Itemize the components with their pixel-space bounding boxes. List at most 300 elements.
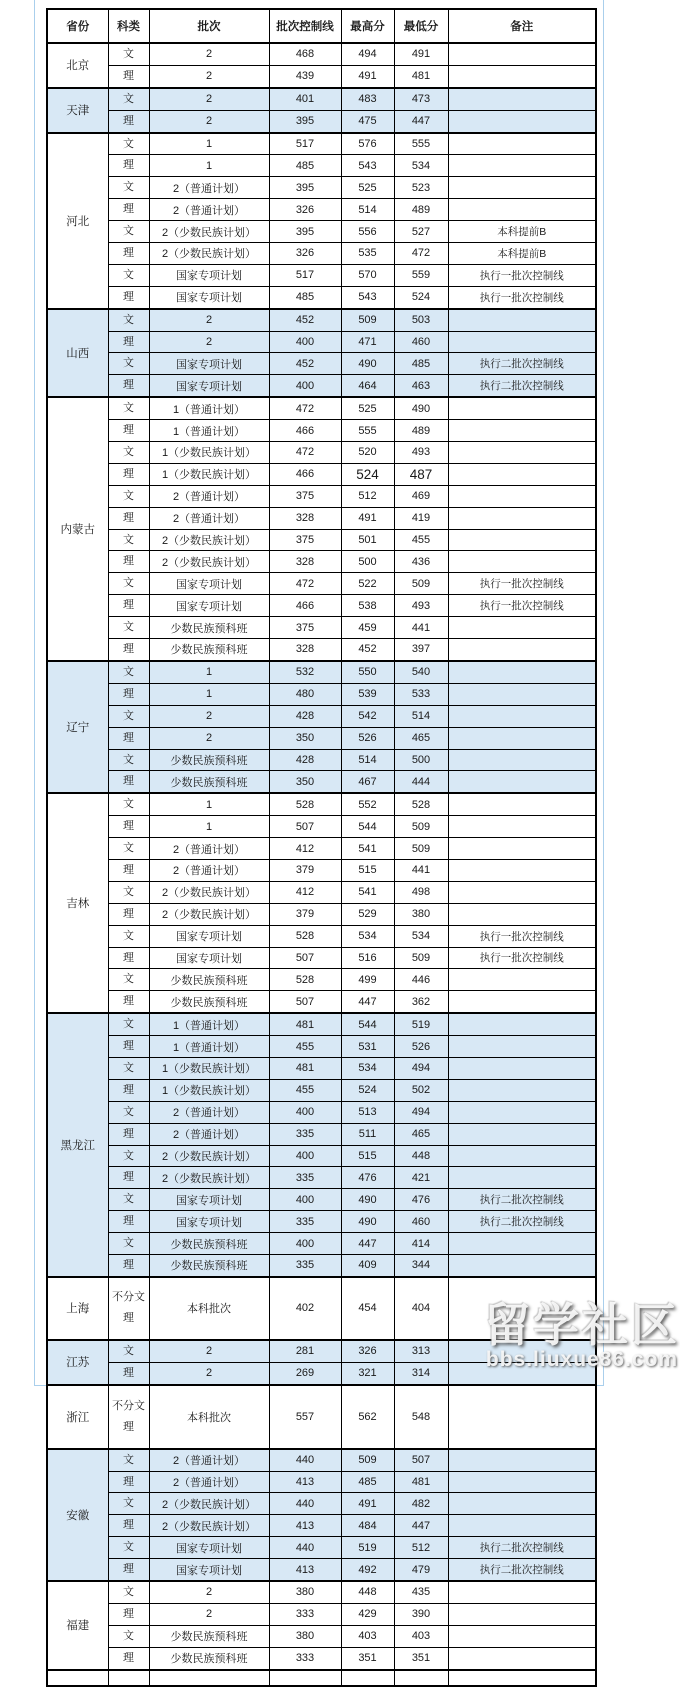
min-score-cell: 479 xyxy=(394,1559,448,1581)
batch-cell: 国家专项计划 xyxy=(149,925,269,947)
table-body xyxy=(47,43,596,1686)
control-line-cell: 401 xyxy=(269,88,341,110)
province-cell: 辽宁 xyxy=(47,661,108,793)
table-row xyxy=(47,1211,596,1233)
header-cell-min-score: 最低分 xyxy=(394,9,448,43)
batch-cell: 1（普通计划） xyxy=(149,1036,269,1058)
remarks-cell xyxy=(448,485,596,507)
min-score-cell: 481 xyxy=(394,1471,448,1493)
table-row xyxy=(47,507,596,529)
subject-cell: 文 xyxy=(108,485,149,507)
province-cell: 吉林 xyxy=(47,793,108,1013)
max-score-cell: 539 xyxy=(341,683,394,705)
batch-cell: 2（普通计划） xyxy=(149,507,269,529)
min-score-cell: 314 xyxy=(394,1362,448,1384)
table-row xyxy=(47,1167,596,1189)
remarks-cell xyxy=(448,88,596,110)
min-score-cell: 473 xyxy=(394,88,448,110)
remarks-cell xyxy=(448,1013,596,1035)
control-line-cell: 375 xyxy=(269,617,341,639)
remarks-cell xyxy=(448,1340,596,1362)
subject-cell: 文 xyxy=(108,1057,149,1079)
batch-cell: 国家专项计划 xyxy=(149,1189,269,1211)
subject-cell: 理 xyxy=(108,1254,149,1276)
remarks-cell xyxy=(448,793,596,815)
remarks-cell xyxy=(448,617,596,639)
max-score-cell: 351 xyxy=(341,1647,394,1669)
batch-cell: 国家专项计划 xyxy=(149,353,269,375)
batch-cell: 2（少数民族计划） xyxy=(149,903,269,925)
min-score-cell: 390 xyxy=(394,1603,448,1625)
subject-cell: 理 xyxy=(108,727,149,749)
control-line-cell: 350 xyxy=(269,771,341,793)
min-score-cell: 448 xyxy=(394,1145,448,1167)
max-score-cell: 475 xyxy=(341,110,394,132)
remarks-cell xyxy=(448,1079,596,1101)
min-score-cell: 380 xyxy=(394,903,448,925)
control-line-cell: 400 xyxy=(269,1145,341,1167)
table-row xyxy=(47,1036,596,1058)
control-line-cell: 481 xyxy=(269,1013,341,1035)
min-score-cell: 528 xyxy=(394,793,448,815)
max-score-cell: 491 xyxy=(341,1493,394,1515)
batch-cell: 2（普通计划） xyxy=(149,1471,269,1493)
batch-cell: 1（普通计划） xyxy=(149,420,269,442)
table-row xyxy=(47,1101,596,1123)
table-row xyxy=(47,199,596,221)
control-line-cell: 507 xyxy=(269,816,341,838)
subject-cell: 理 xyxy=(108,1211,149,1233)
max-score-cell: 321 xyxy=(341,1362,394,1384)
table-row xyxy=(47,1515,596,1537)
table-row xyxy=(47,1471,596,1493)
max-score-cell: 515 xyxy=(341,859,394,881)
remarks-cell xyxy=(448,1493,596,1515)
subject-cell: 文 xyxy=(108,1449,149,1471)
table-row xyxy=(47,155,596,177)
remarks-cell xyxy=(448,110,596,132)
control-line-cell: 507 xyxy=(269,947,341,969)
control-line-cell: 380 xyxy=(269,1625,341,1647)
subject-cell: 文 xyxy=(108,221,149,243)
subject-cell: 理 xyxy=(108,1559,149,1581)
table-row xyxy=(47,1603,596,1625)
max-score-cell: 541 xyxy=(341,838,394,860)
remarks-cell xyxy=(448,683,596,705)
subject-cell: 理 xyxy=(108,947,149,969)
table-row xyxy=(47,1057,596,1079)
control-line-cell: 439 xyxy=(269,65,341,87)
table-row xyxy=(47,1277,596,1340)
batch-cell: 2 xyxy=(149,88,269,110)
subject-cell: 理 xyxy=(108,1079,149,1101)
control-line-cell: 328 xyxy=(269,551,341,573)
batch-cell: 2（少数民族计划） xyxy=(149,243,269,265)
max-score-cell: 544 xyxy=(341,1013,394,1035)
remarks-cell xyxy=(448,331,596,353)
batch-cell: 2（少数民族计划） xyxy=(149,1493,269,1515)
min-score-cell: 526 xyxy=(394,1036,448,1058)
max-score-cell: 515 xyxy=(341,1145,394,1167)
province-cell: 江苏 xyxy=(47,1340,108,1385)
batch-cell: 2 xyxy=(149,331,269,353)
subject-cell: 理 xyxy=(108,1123,149,1145)
max-score-cell: 526 xyxy=(341,727,394,749)
control-line-cell: 269 xyxy=(269,1362,341,1384)
batch-cell: 1 xyxy=(149,793,269,815)
batch-cell: 少数民族预科班 xyxy=(149,991,269,1013)
remarks-cell xyxy=(448,705,596,727)
table-row xyxy=(47,595,596,617)
subject-cell: 文 xyxy=(108,925,149,947)
control-line-cell: 480 xyxy=(269,683,341,705)
batch-cell: 2 xyxy=(149,1340,269,1362)
min-score-cell: 500 xyxy=(394,749,448,771)
control-line-cell: 413 xyxy=(269,1515,341,1537)
batch-cell: 2 xyxy=(149,309,269,331)
empty-cell xyxy=(47,1670,108,1686)
subject-cell: 理 xyxy=(108,155,149,177)
max-score-cell: 490 xyxy=(341,353,394,375)
remarks-cell xyxy=(448,177,596,199)
batch-cell: 国家专项计划 xyxy=(149,595,269,617)
control-line-cell: 379 xyxy=(269,903,341,925)
min-score-cell: 540 xyxy=(394,661,448,683)
remarks-cell xyxy=(448,903,596,925)
empty-cell xyxy=(448,1670,596,1686)
table-row xyxy=(47,1625,596,1647)
control-line-cell: 466 xyxy=(269,463,341,485)
subject-cell: 理 xyxy=(108,375,149,397)
remarks-cell xyxy=(448,881,596,903)
table-row xyxy=(47,991,596,1013)
max-score-cell: 454 xyxy=(341,1277,394,1340)
batch-cell: 2（少数民族计划） xyxy=(149,551,269,573)
table-row xyxy=(47,925,596,947)
remarks-cell xyxy=(448,133,596,155)
max-score-cell: 409 xyxy=(341,1254,394,1276)
min-score-cell: 509 xyxy=(394,816,448,838)
min-score-cell: 472 xyxy=(394,243,448,265)
max-score-cell: 476 xyxy=(341,1167,394,1189)
max-score-cell: 514 xyxy=(341,749,394,771)
header-cell-batch: 批次 xyxy=(149,9,269,43)
max-score-cell: 522 xyxy=(341,573,394,595)
watermark-title: 留学社区 xyxy=(484,1298,680,1351)
table-row xyxy=(47,133,596,155)
batch-cell: 1（少数民族计划） xyxy=(149,463,269,485)
subject-cell: 文 xyxy=(108,1233,149,1255)
max-score-cell: 524 xyxy=(341,1079,394,1101)
min-score-cell: 435 xyxy=(394,1581,448,1603)
control-line-cell: 452 xyxy=(269,309,341,331)
control-line-cell: 528 xyxy=(269,969,341,991)
table-row xyxy=(47,705,596,727)
remarks-cell xyxy=(448,1057,596,1079)
batch-cell: 1 xyxy=(149,133,269,155)
subject-cell: 文 xyxy=(108,177,149,199)
subject-cell: 理 xyxy=(108,286,149,308)
max-score-cell: 326 xyxy=(341,1340,394,1362)
table-row xyxy=(47,420,596,442)
batch-cell: 少数民族预科班 xyxy=(149,639,269,661)
control-line-cell: 326 xyxy=(269,243,341,265)
table-row xyxy=(47,65,596,87)
batch-cell: 2（少数民族计划） xyxy=(149,221,269,243)
control-line-cell: 428 xyxy=(269,705,341,727)
min-score-cell: 441 xyxy=(394,859,448,881)
control-line-cell: 328 xyxy=(269,507,341,529)
remarks-cell xyxy=(448,442,596,464)
max-score-cell: 483 xyxy=(341,88,394,110)
remarks-cell xyxy=(448,816,596,838)
batch-cell: 国家专项计划 xyxy=(149,264,269,286)
min-score-cell: 494 xyxy=(394,1057,448,1079)
subject-cell: 文 xyxy=(108,1581,149,1603)
empty-cell xyxy=(394,1670,448,1686)
batch-cell: 国家专项计划 xyxy=(149,1211,269,1233)
batch-cell: 2 xyxy=(149,110,269,132)
empty-cell xyxy=(149,1670,269,1686)
subject-cell: 文 xyxy=(108,442,149,464)
table-row xyxy=(47,1581,596,1603)
table-row xyxy=(47,529,596,551)
subject-cell: 文 xyxy=(108,353,149,375)
min-score-cell: 509 xyxy=(394,573,448,595)
max-score-cell: 509 xyxy=(341,309,394,331)
batch-cell: 2（少数民族计划） xyxy=(149,529,269,551)
remarks-cell xyxy=(448,1449,596,1471)
max-score-cell: 576 xyxy=(341,133,394,155)
max-score-cell: 520 xyxy=(341,442,394,464)
control-line-cell: 413 xyxy=(269,1559,341,1581)
max-score-cell: 525 xyxy=(341,397,394,419)
min-score-cell: 527 xyxy=(394,221,448,243)
subject-cell: 理 xyxy=(108,1647,149,1669)
min-score-cell: 534 xyxy=(394,155,448,177)
header-cell-subject-type: 科类 xyxy=(108,9,149,43)
min-score-cell: 465 xyxy=(394,727,448,749)
max-score-cell: 452 xyxy=(341,639,394,661)
control-line-cell: 472 xyxy=(269,397,341,419)
max-score-cell: 492 xyxy=(341,1559,394,1581)
table-row xyxy=(47,793,596,815)
province-cell: 内蒙古 xyxy=(47,397,108,661)
remarks-cell xyxy=(448,1515,596,1537)
min-score-cell: 494 xyxy=(394,1101,448,1123)
min-score-cell: 482 xyxy=(394,1493,448,1515)
max-score-cell: 535 xyxy=(341,243,394,265)
batch-cell: 少数民族预科班 xyxy=(149,1233,269,1255)
control-line-cell: 455 xyxy=(269,1079,341,1101)
batch-cell: 2（普通计划） xyxy=(149,177,269,199)
remarks-cell xyxy=(448,991,596,1013)
batch-cell: 2（普通计划） xyxy=(149,1123,269,1145)
control-line-cell: 335 xyxy=(269,1123,341,1145)
subject-cell: 理 xyxy=(108,1167,149,1189)
table-row xyxy=(47,969,596,991)
table-row xyxy=(47,639,596,661)
remarks-cell xyxy=(448,859,596,881)
table-row xyxy=(47,727,596,749)
remarks-cell xyxy=(448,65,596,87)
subject-cell: 不分文理 xyxy=(108,1385,149,1449)
batch-cell: 1 xyxy=(149,816,269,838)
max-score-cell: 447 xyxy=(341,1233,394,1255)
control-line-cell: 400 xyxy=(269,1233,341,1255)
max-score-cell: 543 xyxy=(341,155,394,177)
subject-cell: 理 xyxy=(108,816,149,838)
province-cell: 福建 xyxy=(47,1581,108,1670)
min-score-cell: 404 xyxy=(394,1277,448,1340)
subject-cell: 文 xyxy=(108,1537,149,1559)
max-score-cell: 490 xyxy=(341,1211,394,1233)
min-score-cell: 362 xyxy=(394,991,448,1013)
min-score-cell: 509 xyxy=(394,947,448,969)
max-score-cell: 514 xyxy=(341,199,394,221)
remarks-cell xyxy=(448,1625,596,1647)
min-score-cell: 447 xyxy=(394,1515,448,1537)
remarks-cell xyxy=(448,155,596,177)
remarks-cell xyxy=(448,1471,596,1493)
remarks-cell xyxy=(448,1167,596,1189)
control-line-cell: 350 xyxy=(269,727,341,749)
subject-cell: 理 xyxy=(108,1515,149,1537)
empty-cell xyxy=(108,1670,149,1686)
subject-cell: 理 xyxy=(108,683,149,705)
batch-cell: 2（普通计划） xyxy=(149,1449,269,1471)
min-score-cell: 491 xyxy=(394,43,448,65)
header-cell-max-score: 最高分 xyxy=(341,9,394,43)
table-row xyxy=(47,1254,596,1276)
table-row xyxy=(47,1647,596,1669)
subject-cell: 理 xyxy=(108,639,149,661)
batch-cell: 国家专项计划 xyxy=(149,1559,269,1581)
batch-cell: 少数民族预科班 xyxy=(149,1647,269,1669)
batch-cell: 少数民族预科班 xyxy=(149,771,269,793)
subject-cell: 文 xyxy=(108,969,149,991)
control-line-cell: 532 xyxy=(269,661,341,683)
min-score-cell: 460 xyxy=(394,1211,448,1233)
table-row xyxy=(47,881,596,903)
max-score-cell: 538 xyxy=(341,595,394,617)
control-line-cell: 379 xyxy=(269,859,341,881)
header-cell-batch-control-line: 批次控制线 xyxy=(269,9,341,43)
table-row xyxy=(47,1123,596,1145)
min-score-cell: 463 xyxy=(394,375,448,397)
batch-cell: 2 xyxy=(149,65,269,87)
subject-cell: 文 xyxy=(108,573,149,595)
min-score-cell: 485 xyxy=(394,353,448,375)
table-row xyxy=(47,859,596,881)
table-row xyxy=(47,110,596,132)
max-score-cell: 512 xyxy=(341,485,394,507)
batch-cell: 2（普通计划） xyxy=(149,485,269,507)
min-score-cell: 351 xyxy=(394,1647,448,1669)
remarks-cell xyxy=(448,199,596,221)
batch-cell: 1（少数民族计划） xyxy=(149,1079,269,1101)
remarks-cell: 执行一批次控制线 xyxy=(448,925,596,947)
province-cell: 安徽 xyxy=(47,1449,108,1581)
subject-cell: 文 xyxy=(108,133,149,155)
remarks-cell xyxy=(448,1254,596,1276)
min-score-cell: 493 xyxy=(394,442,448,464)
control-line-cell: 507 xyxy=(269,991,341,1013)
empty-cell xyxy=(269,1670,341,1686)
max-score-cell: 519 xyxy=(341,1537,394,1559)
batch-cell: 2（少数民族计划） xyxy=(149,1145,269,1167)
control-line-cell: 440 xyxy=(269,1537,341,1559)
table-container xyxy=(46,8,597,1687)
table-row xyxy=(47,264,596,286)
min-score-cell: 421 xyxy=(394,1167,448,1189)
control-line-cell: 333 xyxy=(269,1647,341,1669)
control-line-cell: 400 xyxy=(269,375,341,397)
max-score-cell: 562 xyxy=(341,1385,394,1449)
batch-cell: 2（少数民族计划） xyxy=(149,1167,269,1189)
remarks-cell xyxy=(448,529,596,551)
table-row xyxy=(47,375,596,397)
min-score-cell: 460 xyxy=(394,331,448,353)
province-cell: 上海 xyxy=(47,1277,108,1340)
min-score-cell: 447 xyxy=(394,110,448,132)
max-score-cell: 511 xyxy=(341,1123,394,1145)
table-row xyxy=(47,1079,596,1101)
province-cell: 河北 xyxy=(47,133,108,309)
table-row xyxy=(47,353,596,375)
min-score-cell: 507 xyxy=(394,1449,448,1471)
control-line-cell: 428 xyxy=(269,749,341,771)
max-score-cell: 491 xyxy=(341,65,394,87)
table-row xyxy=(47,1537,596,1559)
table-row-partial xyxy=(47,1670,596,1686)
control-line-cell: 412 xyxy=(269,838,341,860)
table-row xyxy=(47,749,596,771)
table-row xyxy=(47,485,596,507)
remarks-cell xyxy=(448,420,596,442)
control-line-cell: 440 xyxy=(269,1449,341,1471)
min-score-cell: 465 xyxy=(394,1123,448,1145)
score-table xyxy=(46,8,597,1687)
min-score-cell: 502 xyxy=(394,1079,448,1101)
subject-cell: 理 xyxy=(108,1471,149,1493)
max-score-cell: 448 xyxy=(341,1581,394,1603)
subject-cell: 理 xyxy=(108,463,149,485)
batch-cell: 2（普通计划） xyxy=(149,859,269,881)
max-score-cell: 570 xyxy=(341,264,394,286)
control-line-cell: 333 xyxy=(269,1603,341,1625)
max-score-cell: 552 xyxy=(341,793,394,815)
table-row xyxy=(47,1559,596,1581)
remarks-cell: 执行二批次控制线 xyxy=(448,1189,596,1211)
batch-cell: 2 xyxy=(149,1362,269,1384)
batch-cell: 1（普通计划） xyxy=(149,397,269,419)
subject-cell: 文 xyxy=(108,1625,149,1647)
max-score-cell: 555 xyxy=(341,420,394,442)
subject-cell: 文 xyxy=(108,1101,149,1123)
max-score-cell: 531 xyxy=(341,1036,394,1058)
batch-cell: 2 xyxy=(149,1603,269,1625)
control-line-cell: 335 xyxy=(269,1254,341,1276)
province-cell: 黑龙江 xyxy=(47,1013,108,1277)
remarks-cell xyxy=(448,1123,596,1145)
remarks-cell xyxy=(448,1036,596,1058)
table-row xyxy=(47,903,596,925)
min-score-cell: 533 xyxy=(394,683,448,705)
max-score-cell: 524 xyxy=(341,463,394,485)
subject-cell: 理 xyxy=(108,1362,149,1384)
subject-cell: 文 xyxy=(108,529,149,551)
